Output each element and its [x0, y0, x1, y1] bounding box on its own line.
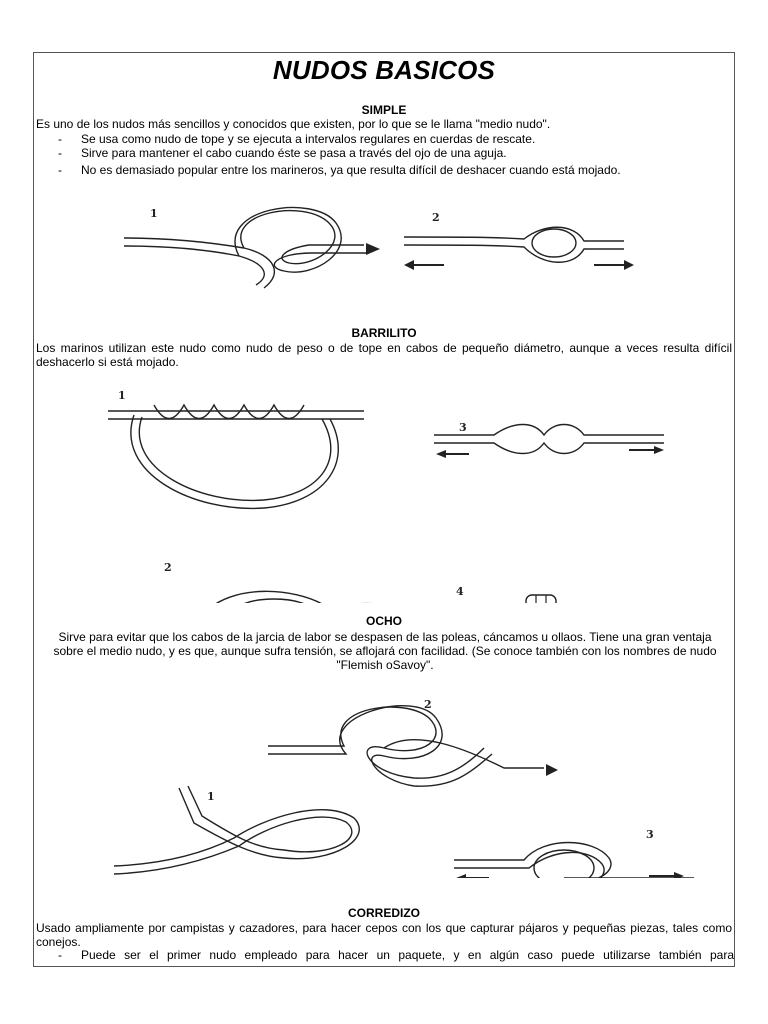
figure-label: 2: [432, 211, 440, 224]
page-title: NUDOS BASICOS: [272, 55, 496, 85]
bullet-dash: -: [58, 146, 62, 160]
figure-label: 1: [207, 790, 215, 803]
barrilito-knot-illustration: [94, 383, 714, 603]
ocho-knot-illustration: [84, 688, 714, 878]
section-title-simple: SIMPLE: [361, 103, 407, 117]
figure-label: 3: [459, 421, 467, 434]
bullet-text: No es demasiado popular entre los marineros, ya que resulta difícil de deshacer cuando está mojado.: [81, 163, 621, 177]
document-page: [33, 52, 735, 967]
figure-label: 2: [424, 698, 432, 711]
bullet-dash: -: [58, 163, 62, 177]
bullet-text: Puede ser el primer nudo empleado para hacer un paquete, y en algún caso puede utilizarse también para: [81, 948, 734, 962]
section-title-corredizo: CORREDIZO: [348, 906, 420, 920]
bullet-text: Sirve para mantener el cabo cuando éste se pasa a través del ojo de una aguja.: [81, 146, 507, 160]
simple-knot-illustration: [114, 193, 674, 313]
ocho-text: Sirve para evitar que los cabos de la jarcia de labor se despasen de las poleas, cáncamos u ollaos. Tiene una gran ventaja sobre el medio nudo, y es que, aunque sufra tensión, se aflojará con facilidad. (Se conoce también con los nombres de nudo "Flemish oSavoy".: [53, 630, 717, 672]
barrilito-text: Los marinos utilizan este nudo como nudo de peso o de tope en cabos de pequeño diámetro, aunque a veces resulta difícil deshacerlo si está mojado.: [36, 341, 732, 369]
section-title-ocho: OCHO: [366, 614, 402, 628]
bullet-dash: -: [58, 948, 62, 962]
figure-label: 1: [150, 207, 158, 220]
bullet-text: Se usa como nudo de tope y se ejecuta a intervalos regulares en cuerdas de rescate.: [81, 132, 536, 146]
figure-label: 1: [118, 389, 126, 402]
figure-label: 3: [646, 828, 654, 841]
figure-label: 2: [164, 561, 172, 574]
corredizo-text: Usado ampliamente por campistas y cazadores, para hacer cepos con los que capturar pájaros y pequeñas piezas, tales como conejos.: [36, 921, 732, 949]
figure-label: 4: [456, 585, 464, 598]
simple-intro: Es uno de los nudos más sencillos y conocidos que existen, por lo que se le llama "medio nudo".: [36, 117, 551, 131]
section-title-barrilito: BARRILITO: [351, 326, 417, 340]
bullet-dash: -: [58, 132, 62, 146]
